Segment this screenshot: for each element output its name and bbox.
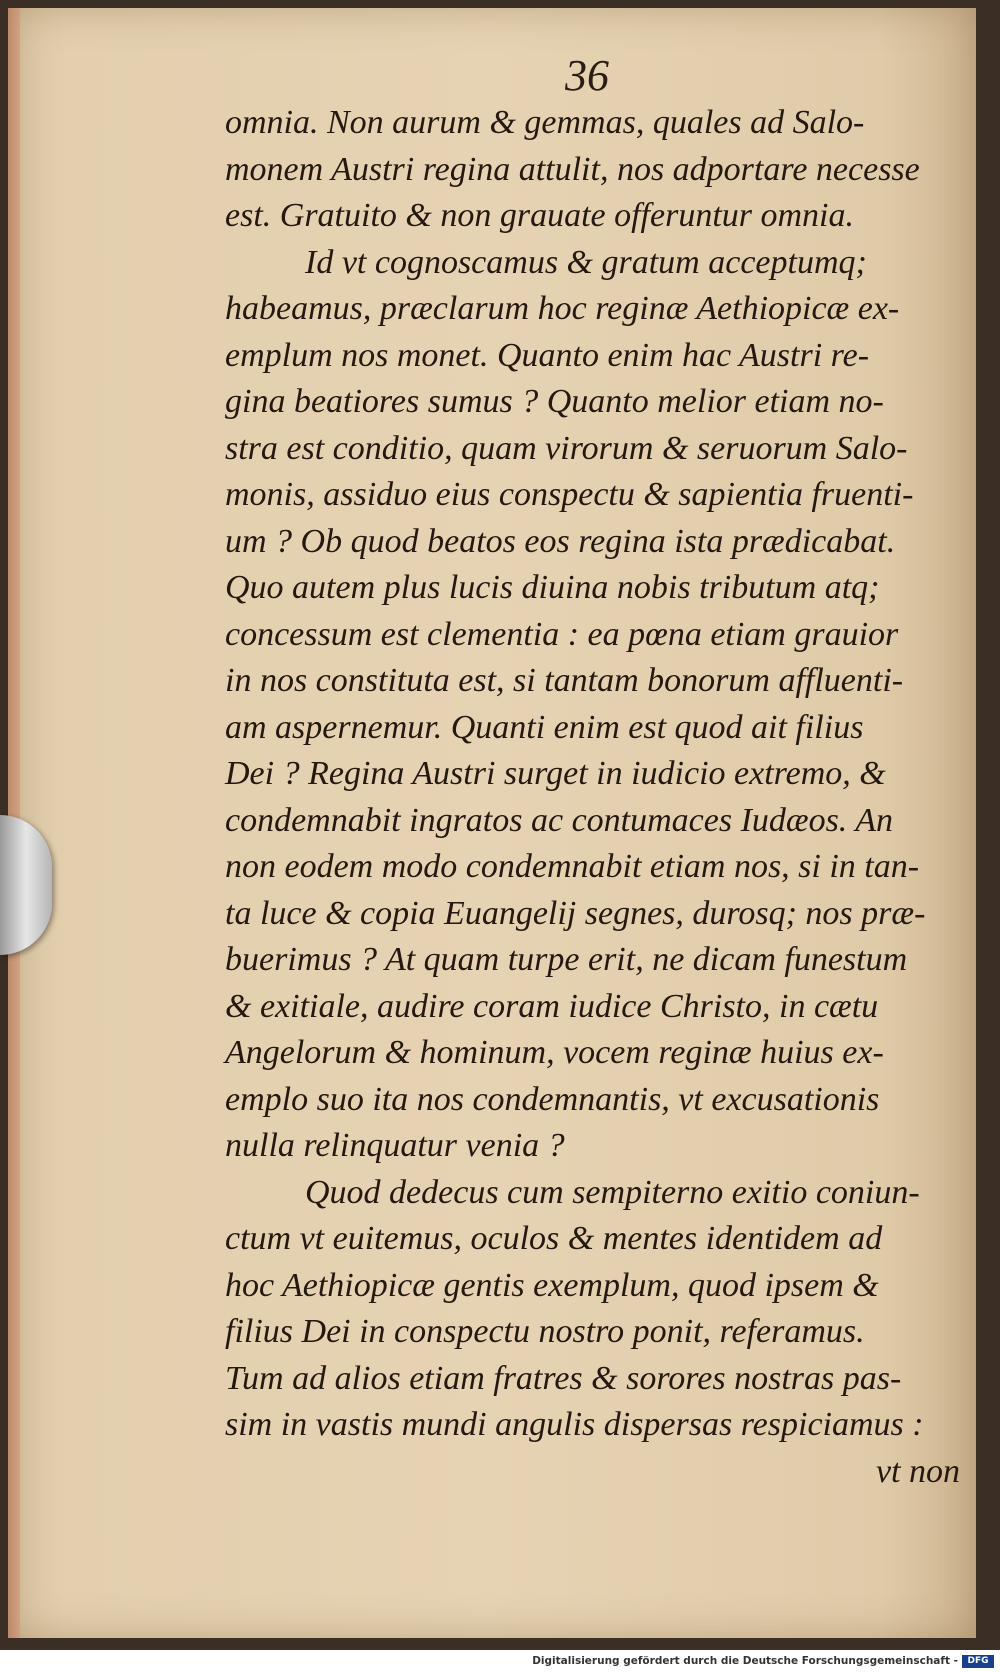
text-line: monem Austri regina attulit, nos adportare necesse xyxy=(225,150,920,188)
text-line: sim in vastis mundi angulis dispersas respiciamus : xyxy=(225,1406,924,1443)
text-line: non eodem modo condemnabit etiam nos, si in tan- xyxy=(225,848,920,885)
text-line: filius Dei in conspectu nostro ponit, referamus. xyxy=(225,1313,865,1350)
text-line: ctum vt euitemus, oculos & mentes identidem ad xyxy=(225,1220,883,1257)
text-line: est. Gratuito & non grauate offeruntur omnia. xyxy=(225,197,854,234)
text-line: emplum nos monet. Quanto enim hac Austri re- xyxy=(225,336,870,374)
catchword: vt non xyxy=(875,1452,960,1490)
text-line: in nos constituta est, si tantam bonorum affluenti- xyxy=(225,662,904,699)
text-line: Id vt cognoscamus & gratum acceptumq; xyxy=(305,243,867,281)
text-block xyxy=(225,100,970,1495)
text-line: Angelorum & hominum, vocem reginæ huius ex- xyxy=(225,1034,884,1071)
text-line: & exitiale, audire coram iudice Christo, in cætu xyxy=(225,987,879,1025)
text-line: gina beatiores sumus ? Quanto melior etiam no- xyxy=(225,383,884,420)
text-line: Tum ad alios etiam fratres & sorores nostras pas- xyxy=(225,1359,902,1397)
text-line: monis, assiduo eius conspectu & sapientia fruenti- xyxy=(225,476,914,513)
text-line: omnia. Non aurum & gemmas, quales ad Salo- xyxy=(225,104,865,141)
dfg-logo: DFG xyxy=(962,1655,994,1668)
text-line: am aspernemur. Quanti enim est quod ait filius xyxy=(225,708,864,746)
text-line: habeamus, præclarum hoc reginæ Aethiopicæ ex- xyxy=(225,290,900,327)
page-number: 36 xyxy=(565,51,609,100)
text-line: stra est conditio, quam virorum & seruorum Salo- xyxy=(225,429,908,467)
text-line: Dei ? Regina Austri surget in iudicio extremo, & xyxy=(225,755,886,792)
text-line: buerimus ? At quam turpe erit, ne dicam funestum xyxy=(225,941,908,978)
text-line: condemnabit ingratos ac contumaces Iudæos. An xyxy=(225,801,893,839)
text-line: emplo suo ita nos condemnantis, vt excusationis xyxy=(225,1080,880,1118)
text-line: hoc Aethiopicæ gentis exemplum, quod ipsem & xyxy=(225,1266,879,1304)
text-line: Quo autem plus lucis diuina nobis tributum atq; xyxy=(225,569,880,606)
digitization-credit: Digitalisierung gefördert durch die Deutsche Forschungsgemeinschaft - xyxy=(532,1655,958,1667)
text-line: ta luce & copia Euangelij segnes, durosq; nos præ- xyxy=(225,894,926,932)
text-line: nulla relinquatur venia ? xyxy=(225,1127,565,1164)
text-line: concessum est clementia : ea pœna etiam grauior xyxy=(225,615,899,653)
text-line: Quod dedecus cum sempiterno exitio coniun- xyxy=(305,1173,920,1211)
text-line: um ? Ob quod beatos eos regina ista prædicabat. xyxy=(225,522,896,560)
